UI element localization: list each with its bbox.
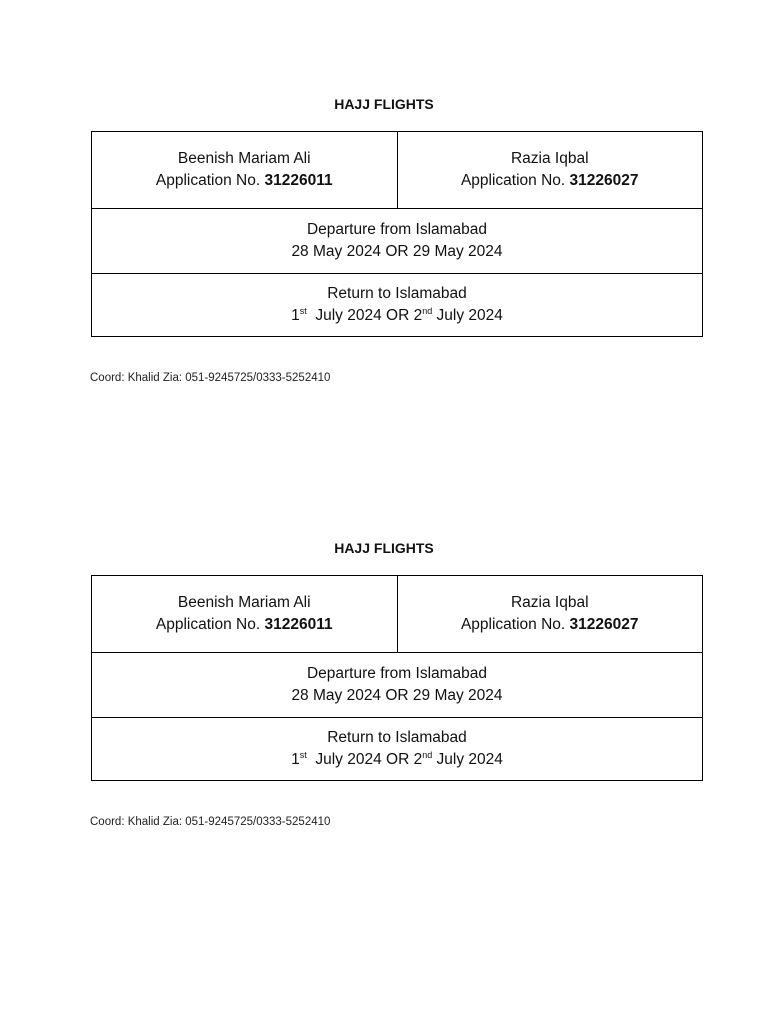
return-tail: July 2024 (432, 751, 503, 768)
departure-heading: Departure from Islamabad (306, 665, 488, 682)
departure-dates: 28 May 2024 OR 29 May 2024 (291, 243, 503, 260)
application-label: Application No. (460, 172, 566, 189)
departure-dates: 28 May 2024 OR 29 May 2024 (291, 687, 503, 704)
application-line (398, 614, 703, 636)
application-label: Application No. (460, 616, 566, 633)
card-title: HAJJ FLIGHTS (334, 96, 434, 112)
application-number: 31226027 (569, 172, 639, 189)
passenger-cell-1 (92, 576, 398, 653)
coordinator-note: Coord: Khalid Zia: 051-9245725/0333-5252410 (90, 816, 331, 828)
application-label: Application No. (155, 172, 261, 189)
return-cell (92, 274, 703, 337)
ordinal-suffix-2: nd (422, 750, 433, 760)
return-cell (92, 718, 703, 781)
return-heading: Return to Islamabad (327, 285, 467, 302)
flight-table (91, 575, 703, 781)
passenger-cell-2 (397, 576, 703, 653)
return-middle: July 2024 OR 2 (306, 307, 423, 324)
application-line (92, 170, 397, 192)
return-dates (92, 749, 702, 771)
passenger-cell-1 (92, 132, 398, 209)
return-middle: July 2024 OR 2 (306, 751, 423, 768)
passenger-name: Beenish Mariam Ali (177, 150, 311, 167)
departure-heading: Departure from Islamabad (306, 221, 488, 238)
return-tail: July 2024 (432, 307, 503, 324)
passenger-name: Beenish Mariam Ali (177, 594, 311, 611)
departure-cell (92, 209, 703, 274)
return-day-1: 1 (291, 307, 300, 324)
application-number: 31226011 (264, 616, 333, 633)
flight-table (91, 131, 703, 337)
application-number: 31226011 (264, 172, 333, 189)
return-dates (92, 305, 702, 327)
passenger-name: Razia Iqbal (510, 594, 589, 611)
application-label: Application No. (155, 616, 261, 633)
application-number: 31226027 (569, 616, 639, 633)
return-heading: Return to Islamabad (327, 729, 467, 746)
ordinal-suffix-1: st (299, 750, 307, 760)
return-day-1: 1 (291, 751, 300, 768)
departure-cell (92, 653, 703, 718)
ordinal-suffix-2: nd (422, 306, 433, 316)
passenger-cell-2 (397, 132, 703, 209)
application-line (398, 170, 703, 192)
card-title: HAJJ FLIGHTS (334, 540, 434, 556)
ordinal-suffix-1: st (299, 306, 307, 316)
coordinator-note: Coord: Khalid Zia: 051-9245725/0333-5252410 (90, 372, 331, 384)
application-line (92, 614, 397, 636)
passenger-name: Razia Iqbal (510, 150, 589, 167)
